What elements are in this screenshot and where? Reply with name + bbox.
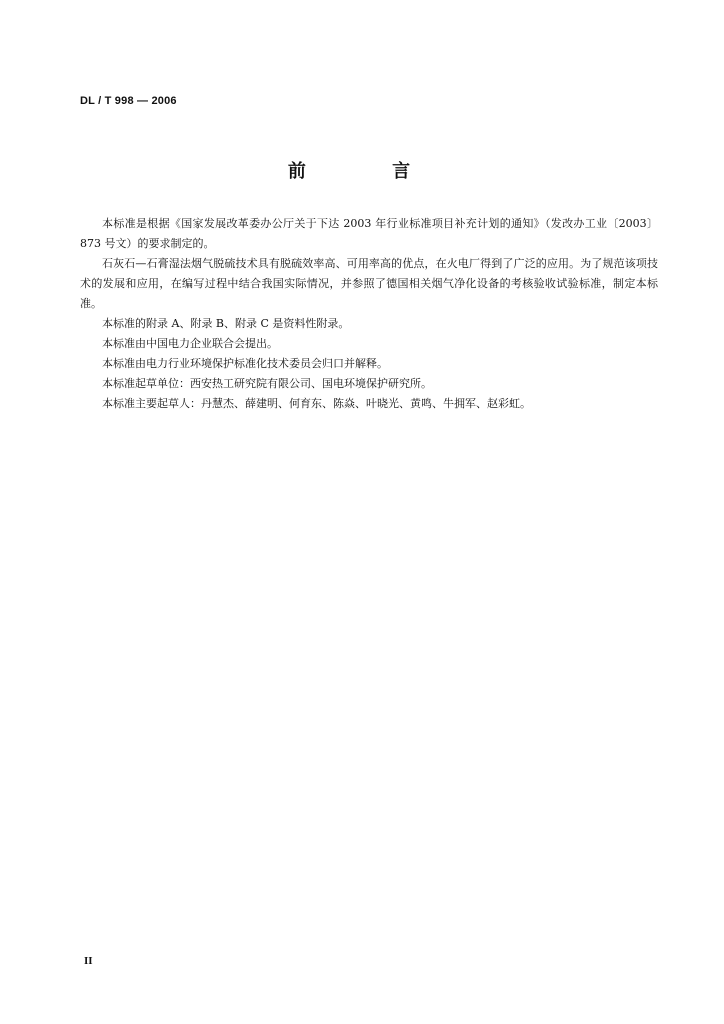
paragraph-background: 石灰石—石膏湿法烟气脱硫技术具有脱硫效率高、可用率高的优点，在火电厂得到了广泛的应用。为了规范该项技术的发展和应用，在编写过程中结合我国实际情况，并参照了德国相关烟气净化设备的考核验收试验标准，制定本标准。 [80,257,658,310]
paragraph-appendices: 本标准的附录 A、附录 B、附录 C 是资料性附录。 [102,317,350,330]
page-number: II [84,955,93,967]
preface-body [80,214,658,414]
paragraph-administrator: 本标准由电力行业环境保护标准化技术委员会归口并解释。 [102,357,388,370]
paragraph-drafting-units: 本标准起草单位：西安热工研究院有限公司、国电环境保护研究所。 [102,377,432,390]
paragraph-proposer: 本标准由中国电力企业联合会提出。 [102,337,278,350]
paragraph-drafters: 本标准主要起草人：丹慧杰、薛建明、何育东、陈焱、叶晓光、黄鸣、牛拥军、赵彩虹。 [102,397,531,410]
preface-title: 前 言 [287,161,451,182]
standard-code-header: DL / T 998 — 2006 [80,95,177,107]
paragraph-basis: 本标准是根据《国家发展改革委办公厅关于下达 2003 年行业标准项目补充计划的通知》（发改办工业〔2003〕873 号文）的要求制定的。 [80,217,658,250]
